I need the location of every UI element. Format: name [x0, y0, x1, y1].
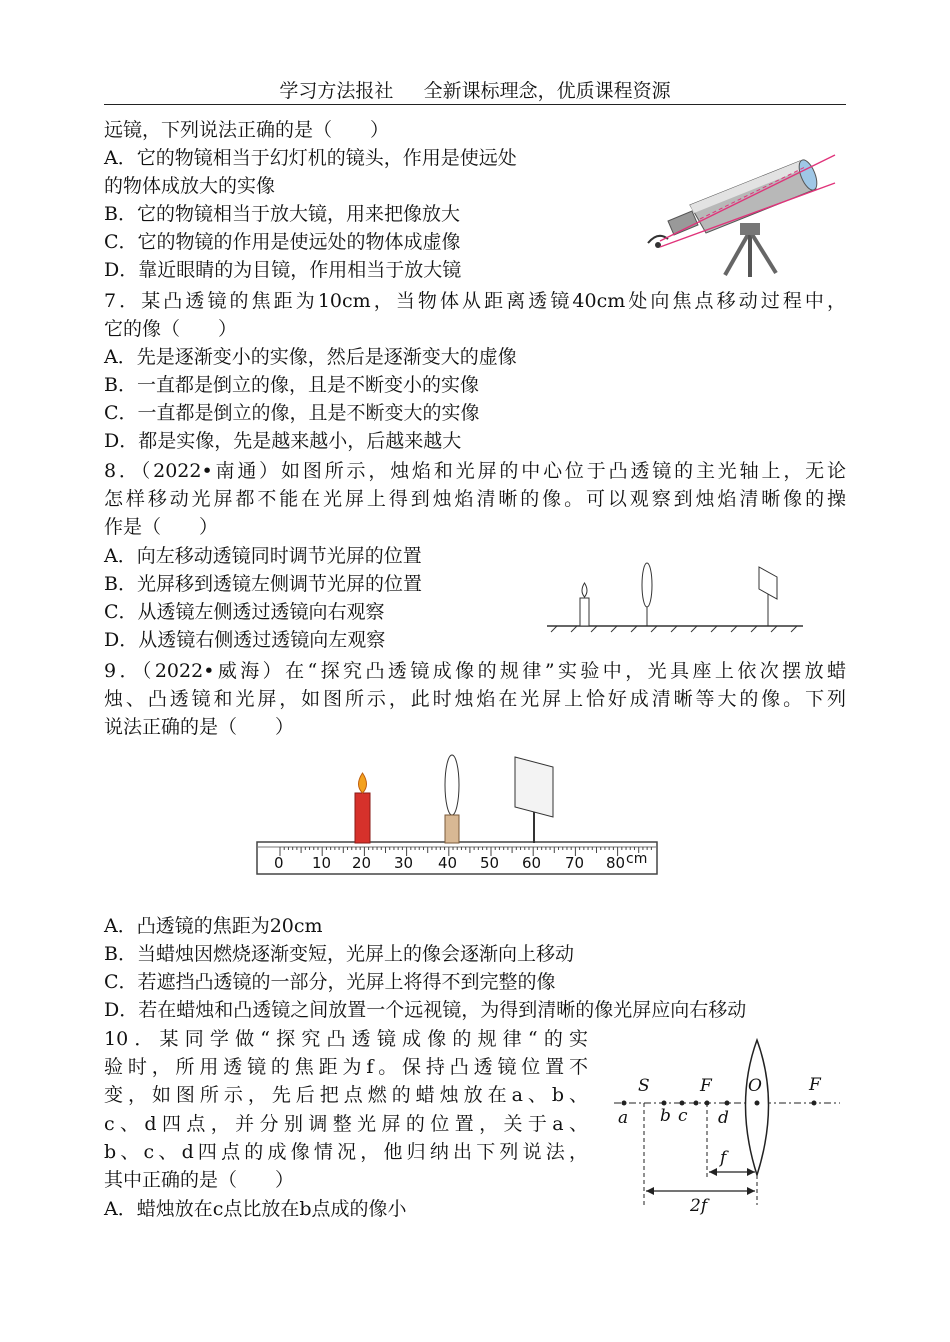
q7-option-a: A．先是逐渐变小的实像，然后是逐渐变大的虚像 — [104, 346, 517, 368]
ruler-label-50: 50 — [480, 854, 500, 872]
q8-option-b: B．光屏移到透镜左侧调节光屏的位置 — [104, 573, 422, 595]
ruler-label-0: 0 — [274, 854, 284, 872]
ruler-label-70: 70 — [565, 854, 585, 872]
q10-stem-line3: 变，如图所示，先后把点燃的蜡烛放在a、b、 — [104, 1084, 588, 1106]
label-d: d — [718, 1108, 729, 1128]
q9-option-d: D．若在蜡烛和凸透镜之间放置一个远视镜，为得到清晰的像光屏应向右移动 — [104, 999, 747, 1021]
header-slogan: 全新课标理念，优质课程资源 — [423, 80, 671, 102]
q9-stem-line3: 说法正确的是（ ） — [104, 716, 295, 738]
q6-option-a-cont: 的物体成放大的实像 — [104, 175, 276, 197]
q8-stem-line2: 怎样移动光屏都不能在光屏上得到烛焰清晰的像。可以观察到烛焰清晰像的操 — [104, 488, 846, 510]
q10-option-a: A．蜡烛放在c点比放在b点成的像小 — [104, 1198, 407, 1220]
q10-stem-line2: 验时，所用透镜的焦距为f。保持凸透镜位置不 — [104, 1056, 588, 1078]
page-header — [104, 78, 846, 105]
q8-stem-line1: 8．（2022•南通）如图所示，烛焰和光屏的中心位于凸透镜的主光轴上，无论 — [104, 460, 846, 482]
q10-lens-diagram — [612, 1035, 844, 1220]
q8-optical-bench-figure — [545, 555, 807, 635]
q9-option-c: C．若遮挡凸透镜的一部分，光屏上将得不到完整的像 — [104, 971, 556, 993]
q7-stem-line1: 7．某凸透镜的焦距为10cm，当物体从距离透镜40cm处向焦点移动过程中， — [104, 290, 846, 312]
ruler-label-10: 10 — [312, 854, 332, 872]
ruler-unit: cm — [626, 851, 648, 867]
label-S: S — [638, 1076, 650, 1096]
header-publisher: 学习方法报社 — [279, 80, 394, 102]
q8-stem-line3: 作是（ ） — [104, 516, 219, 538]
q7-option-c: C．一直都是倒立的像，且是不断变大的实像 — [104, 402, 480, 424]
q6-option-d: D．靠近眼睛的为目镜，作用相当于放大镜 — [104, 259, 462, 281]
q8-option-a: A．向左移动透镜同时调节光屏的位置 — [104, 545, 422, 567]
label-2f: 2f — [690, 1196, 708, 1216]
label-b: b — [660, 1106, 671, 1126]
q9-optical-bench-figure — [255, 745, 660, 880]
q7-option-d: D．都是实像，先是越来越小，后越来越大 — [104, 430, 462, 452]
label-f: f — [720, 1148, 727, 1168]
q10-stem-line4: c、d四点，并分别调整光屏的位置，关于a、 — [104, 1113, 588, 1135]
ruler-label-30: 30 — [394, 854, 414, 872]
label-O: O — [748, 1076, 762, 1096]
label-a: a — [618, 1108, 629, 1128]
q6-option-b: B．它的物镜相当于放大镜，用来把像放大 — [104, 203, 460, 225]
ruler-label-40: 40 — [438, 854, 458, 872]
q8-option-c: C．从透镜左侧透过透镜向右观察 — [104, 601, 385, 623]
q10-stem-line5: b、c、d四点的成像情况，他归纳出下列说法， — [104, 1141, 588, 1163]
label-F-left: F — [700, 1076, 712, 1096]
q8-option-d: D．从透镜右侧透过透镜向左观察 — [104, 629, 386, 651]
q7-option-b: B．一直都是倒立的像，且是不断变小的实像 — [104, 374, 479, 396]
q10-stem-line1: 10．某同学做“探究凸透镜成像的规律“的实 — [104, 1028, 588, 1050]
label-c: c — [678, 1106, 688, 1126]
q9-stem-line1: 9．（2022•威海）在“探究凸透镜成像的规律”实验中，光具座上依次摆放蜡 — [104, 660, 846, 682]
telescope-figure — [640, 143, 840, 283]
q6-option-a: A．它的物镜相当于幻灯机的镜头，作用是使远处 — [104, 147, 517, 169]
q9-stem-line2: 烛、凸透镜和光屏，如图所示，此时烛焰在光屏上恰好成清晰等大的像。下列 — [104, 688, 846, 710]
q6-option-c: C．它的物镜的作用是使远处的物体成虚像 — [104, 231, 461, 253]
q10-stem-line6: 其中正确的是（ ） — [104, 1169, 295, 1191]
ruler-label-60: 60 — [522, 854, 542, 872]
label-F-right: F — [809, 1075, 821, 1095]
ruler-label-20: 20 — [352, 854, 372, 872]
q9-option-b: B．当蜡烛因燃烧逐渐变短，光屏上的像会逐渐向上移动 — [104, 943, 574, 965]
q7-stem-line2: 它的像（ ） — [104, 318, 238, 340]
ruler-label-80: 80 — [606, 854, 626, 872]
q6-stem-tail: 远镜，下列说法正确的是（ ） — [104, 119, 390, 141]
q9-option-a: A．凸透镜的焦距为20cm — [104, 915, 323, 937]
